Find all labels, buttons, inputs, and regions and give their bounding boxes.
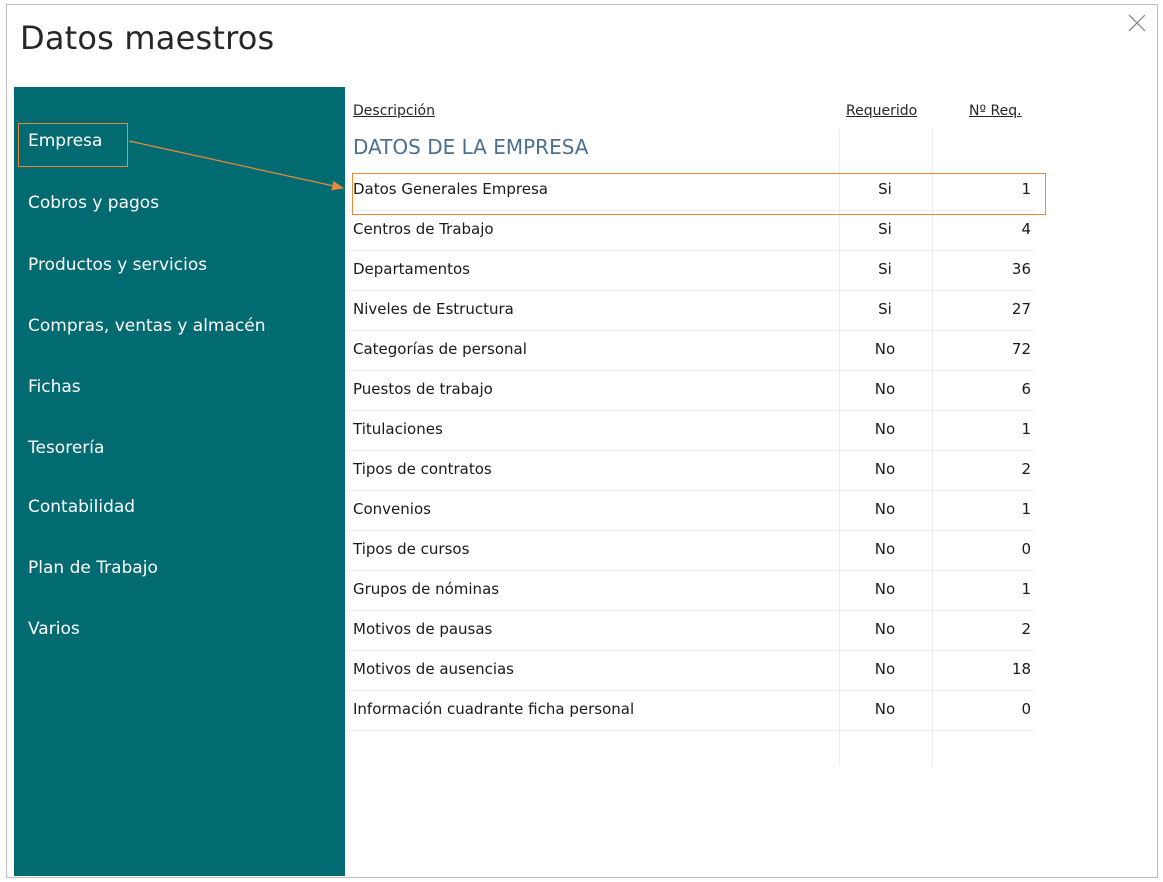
row-description: Motivos de pausas xyxy=(353,620,493,638)
row-description: Puestos de trabajo xyxy=(353,380,493,398)
sidebar-item-varios[interactable]: Varios xyxy=(28,619,80,639)
table-row[interactable] xyxy=(347,251,1035,291)
sidebar-item-cobros-pagos[interactable]: Cobros y pagos xyxy=(28,193,160,213)
row-count: 6 xyxy=(1021,380,1031,398)
section-title: DATOS DE LA EMPRESA xyxy=(353,135,589,159)
table-row[interactable] xyxy=(347,651,1035,691)
row-count: 1 xyxy=(1021,180,1031,198)
row-count: 1 xyxy=(1021,580,1031,598)
row-description: Información cuadrante ficha personal xyxy=(353,700,635,718)
sidebar-item-empresa[interactable]: Empresa xyxy=(28,131,103,151)
dialog-title: Datos maestros xyxy=(20,19,275,57)
row-required: Si xyxy=(878,220,892,238)
row-count: 1 xyxy=(1021,500,1031,518)
row-count: 0 xyxy=(1021,540,1031,558)
row-description: Niveles de Estructura xyxy=(353,300,514,318)
row-required: No xyxy=(874,460,896,478)
row-count: 2 xyxy=(1021,460,1031,478)
row-description: Categorías de personal xyxy=(353,340,527,358)
table-row[interactable] xyxy=(347,451,1035,491)
row-description: Departamentos xyxy=(353,260,470,278)
close-icon[interactable] xyxy=(1125,11,1149,35)
row-required: No xyxy=(874,380,896,398)
column-header-count[interactable]: Nº Req. xyxy=(969,103,1022,119)
row-required: No xyxy=(874,420,896,438)
sidebar-item-plan-trabajo[interactable]: Plan de Trabajo xyxy=(28,558,158,578)
row-count: 2 xyxy=(1021,620,1031,638)
row-description: Convenios xyxy=(353,500,431,518)
table-row[interactable] xyxy=(347,571,1035,611)
row-highlight-box xyxy=(352,173,1046,215)
table-row[interactable] xyxy=(347,291,1035,331)
row-required: No xyxy=(874,340,896,358)
table-row[interactable] xyxy=(347,491,1035,531)
sidebar-item-productos-servicios[interactable]: Productos y servicios xyxy=(28,255,208,275)
master-data-dialog xyxy=(6,4,1158,878)
row-required: No xyxy=(874,620,896,638)
sidebar xyxy=(14,87,345,876)
row-description: Motivos de ausencias xyxy=(353,660,514,678)
row-count: 1 xyxy=(1021,420,1031,438)
table-row[interactable] xyxy=(347,531,1035,571)
row-count: 27 xyxy=(1011,300,1031,318)
row-count: 18 xyxy=(1011,660,1031,678)
row-description: Grupos de nóminas xyxy=(353,580,500,598)
table-row[interactable] xyxy=(347,691,1035,731)
row-count: 4 xyxy=(1021,220,1031,238)
column-header-required[interactable]: Requerido xyxy=(846,103,918,119)
row-required: No xyxy=(874,500,896,518)
sidebar-item-tesoreria[interactable]: Tesorería xyxy=(28,438,105,458)
table-row[interactable] xyxy=(347,331,1035,371)
sidebar-item-fichas[interactable]: Fichas xyxy=(28,377,81,397)
sidebar-item-compras-ventas-almacen[interactable]: Compras, ventas y almacén xyxy=(28,316,266,336)
row-required: No xyxy=(874,540,896,558)
row-required: Si xyxy=(878,260,892,278)
row-required: No xyxy=(874,660,896,678)
table-row[interactable] xyxy=(347,411,1035,451)
row-count: 72 xyxy=(1011,340,1031,358)
table-row[interactable] xyxy=(347,611,1035,651)
row-required: No xyxy=(874,700,896,718)
row-count: 36 xyxy=(1011,260,1031,278)
row-description: Titulaciones xyxy=(353,420,443,438)
table-row[interactable] xyxy=(347,371,1035,411)
row-description: Tipos de cursos xyxy=(353,540,470,558)
row-description: Tipos de contratos xyxy=(353,460,492,478)
table-row[interactable] xyxy=(347,211,1035,251)
row-description: Centros de Trabajo xyxy=(353,220,494,238)
column-header-description[interactable]: Descripción xyxy=(353,103,435,119)
row-required: Si xyxy=(878,180,892,198)
row-required: Si xyxy=(878,300,892,318)
sidebar-item-contabilidad[interactable]: Contabilidad xyxy=(28,497,136,517)
empresa-highlight-box xyxy=(18,123,128,167)
row-required: No xyxy=(874,580,896,598)
row-count: 0 xyxy=(1021,700,1031,718)
row-description: Datos Generales Empresa xyxy=(353,180,548,198)
